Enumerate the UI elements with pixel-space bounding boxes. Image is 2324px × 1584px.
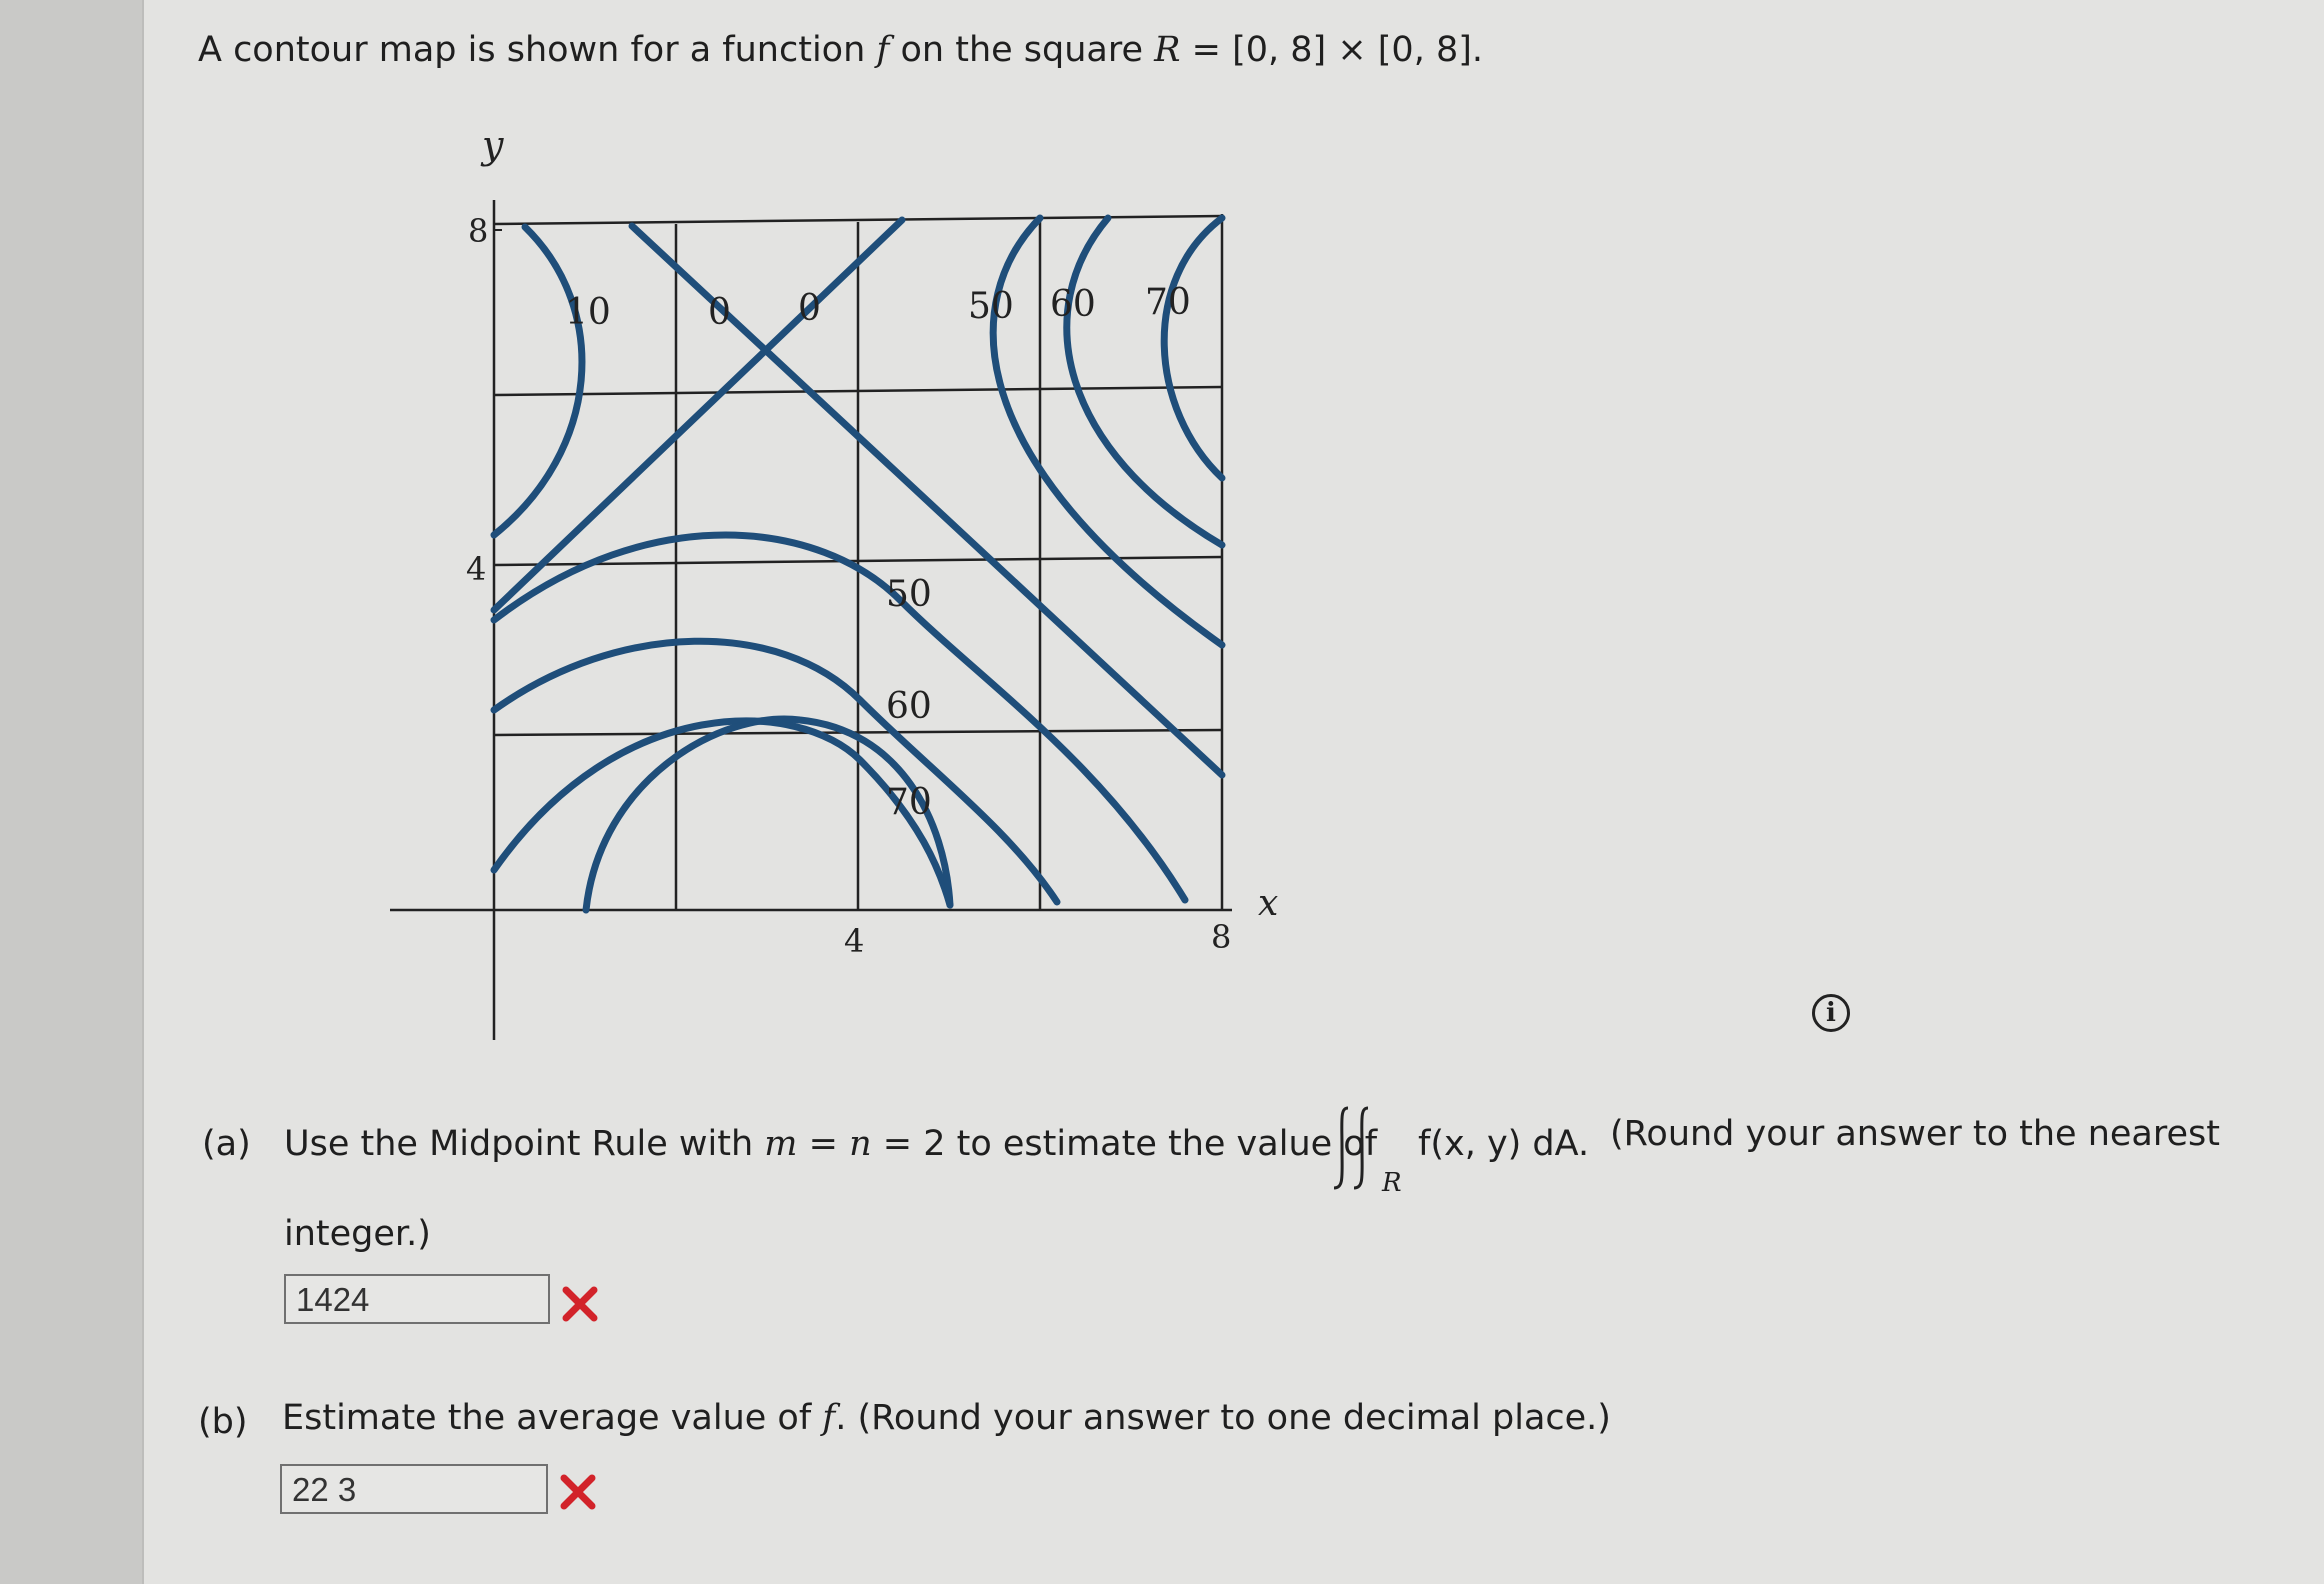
x-axis-label: x [1258, 883, 1279, 924]
x-tick-4: 4 [844, 922, 865, 960]
intro-text: A contour map is shown for a function [198, 30, 877, 70]
region-symbol: R [1154, 30, 1181, 70]
contour-label: 50 [968, 286, 1014, 327]
contour-label: 10 [565, 292, 611, 333]
part-b-text: Estimate the average value of [282, 1398, 823, 1438]
contour-0-ascending [494, 220, 902, 610]
x-mark-icon [560, 1284, 600, 1324]
contour-map-figure [380, 120, 1320, 1060]
part-b-label: (b) [198, 1402, 248, 1442]
contour-label: 60 [886, 686, 932, 727]
y-axis-label: y [482, 123, 504, 167]
contour-label: 60 [1050, 284, 1096, 325]
integral-subscript-R: R [1382, 1168, 1402, 1198]
part-b-text-2: . (Round your answer to one decimal place.) [835, 1398, 1611, 1438]
part-a-rounding-note-cont: integer.) [284, 1214, 431, 1254]
part-b-prompt [282, 1398, 1611, 1438]
part-a-text: Use the Midpoint Rule with [284, 1124, 765, 1164]
y-tick-4: 4 [466, 550, 487, 588]
contour-label: 70 [886, 782, 932, 823]
contour-10 [494, 227, 582, 535]
double-integral-icon [1330, 1100, 1390, 1196]
equals-sign: = [797, 1124, 850, 1164]
contour-label: 0 [708, 292, 731, 333]
y-tick-8: 8 [468, 212, 489, 250]
region-definition: = [0, 8] × [0, 8]. [1180, 30, 1483, 70]
n-variable: n [849, 1124, 872, 1164]
contour-label: 70 [1145, 282, 1191, 323]
function-symbol: f [822, 1398, 836, 1438]
problem-statement [198, 30, 1483, 70]
contour-70-right [1164, 218, 1222, 478]
part-a-prompt [284, 1124, 1377, 1164]
intro-text-middle: on the square [889, 30, 1155, 70]
contour-label: 50 [886, 574, 932, 615]
part-a-answer-input[interactable]: 1424 [284, 1274, 550, 1324]
part-a-text-2: = 2 to estimate the value of [871, 1124, 1378, 1164]
contour-60-arc [494, 641, 1057, 902]
integrand: f(x, y) dA. [1418, 1124, 1590, 1164]
part-a-label: (a) [202, 1124, 251, 1164]
info-icon[interactable]: i [1812, 994, 1850, 1032]
function-symbol: f [876, 30, 890, 70]
part-b-answer-input[interactable]: 22 3 [280, 1464, 548, 1514]
contour-60-right [1067, 218, 1222, 545]
m-variable: m [764, 1124, 798, 1164]
contour-50-arc [494, 535, 1185, 900]
x-mark-icon [558, 1472, 598, 1512]
x-tick-8: 8 [1211, 918, 1232, 956]
contour-label: 0 [798, 288, 821, 329]
part-a-rounding-note: (Round your answer to the nearest [1610, 1114, 2220, 1154]
left-margin-strip [0, 0, 144, 1584]
